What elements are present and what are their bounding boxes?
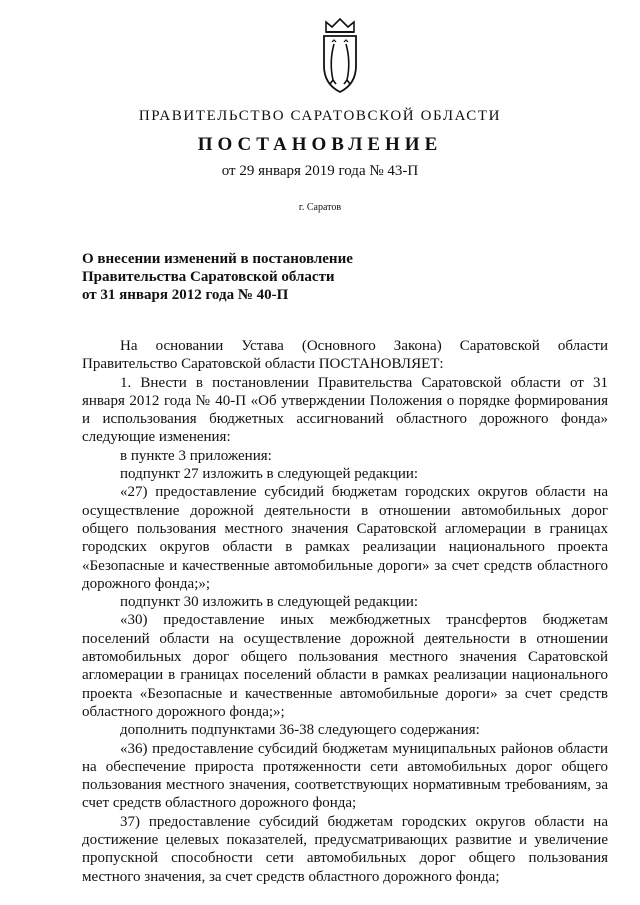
document-city: г. Саратов [298, 202, 342, 213]
document-date-number: от 29 января 2019 года № 43-П [221, 163, 419, 179]
subject-line: от 31 января 2012 года № 40-П [82, 287, 289, 303]
body-paragraph: «36) предоставление субсидий бюджетам муниципальных районов области на обеспечение прироста протяженности сети автомобильных дорог общего пользования местного значения, соответствующих нормативным требованиям, за счет средств областного дорожного фонда; [82, 740, 608, 812]
government-name: ПРАВИТЕЛЬСТВО САРАТОВСКОЙ ОБЛАСТИ [138, 108, 502, 124]
body-paragraph: «30) предоставление иных межбюджетных трансфертов бюджетам поселений области на осуществление дорожной деятельности в отношении автомобильных дорог общего пользования местного значения Саратовской агломерации в границах поселений области в рамках реализации национального проекта «Безопасные и качественные автомобильные дороги» за счет средств областного дорожного фонда;»; [82, 612, 608, 720]
body-paragraph: в пункте 3 приложения: [120, 447, 272, 464]
body-paragraph: На основании Устава (Основного Закона) Саратовской области Правительство Саратовской области ПОСТАНОВЛЯЕТ: [82, 338, 608, 373]
coat-of-arms-icon [318, 18, 362, 94]
subject-line: О внесении изменений в постановление [82, 251, 353, 267]
body-paragraph: «27) предоставление субсидий бюджетам городских округов области на осуществление дорожной деятельности в отношении автомобильных дорог общего пользования местного значения Саратовской агломерации в границах городских округов области в рамках реализации национального проекта «Безопасные и качественные автомобильные дороги» за счет средств областного дорожного фонда;»; [82, 484, 608, 592]
body-paragraph: дополнить подпунктами 36-38 следующего содержания: [120, 722, 480, 739]
document-type: ПОСТАНОВЛЕНИЕ [197, 134, 443, 155]
body-paragraph: 37) предоставление субсидий бюджетам городских округов области на достижение целевых показателей, предусматривающих развитие и увеличение пропускной способности сети автомобильных дорог общего пользования местного значения, за счет средств областного дорожного фонда; [82, 813, 608, 885]
body-paragraph: подпункт 27 изложить в следующей редакции: [120, 466, 419, 483]
document-body [82, 337, 608, 886]
body-paragraph: 1. Внести в постановлении Правительства Саратовской области от 31 января 2012 года № 40-П «Об утверждении Положения о порядке формирования и использования бюджетных ассигнований областного дорожного фонда» следующие изменения: [82, 374, 608, 446]
body-paragraph: подпункт 30 изложить в следующей редакции: [120, 594, 419, 611]
subject-line: Правительства Саратовской области [82, 269, 335, 285]
document-subject [82, 250, 353, 304]
